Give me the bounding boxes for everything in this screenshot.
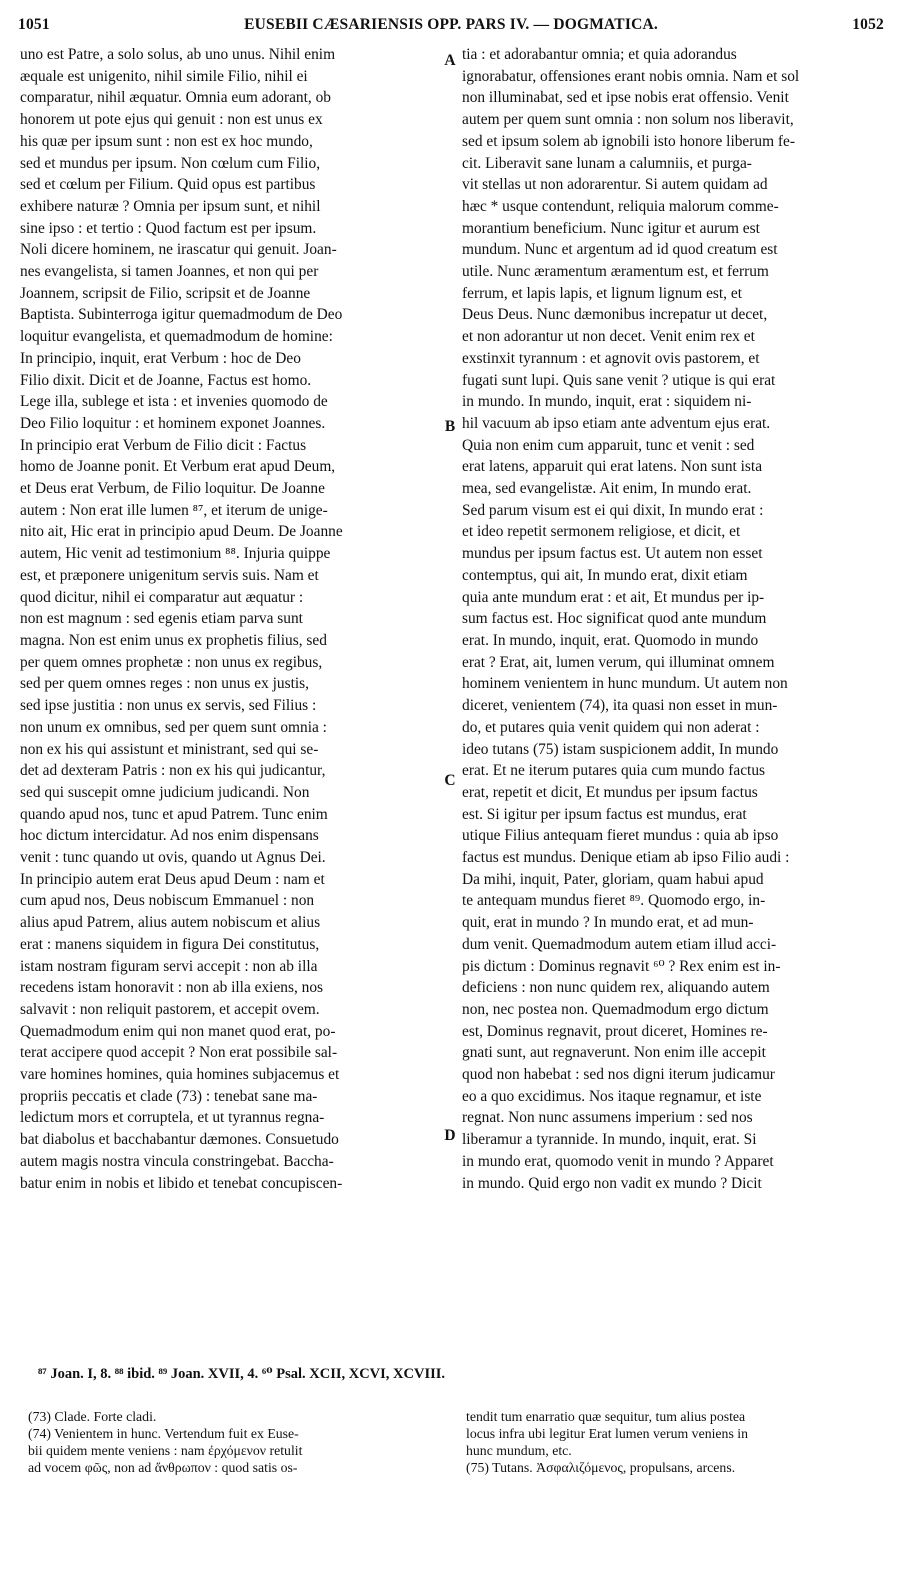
- text-line: hæc * usque contendunt, reliquia malorum comme-: [462, 197, 779, 215]
- text-line: exstinxit tyrannum : et agnovit ovis pastorem, et: [462, 349, 760, 367]
- text-line: exhibere naturæ ? Omnia per ipsum sunt, et nihil: [20, 197, 321, 215]
- text-line: quando apud nos, tunc et apud Patrem. Tunc enim: [20, 805, 328, 823]
- text-line: eo a quo excidimus. Nos itaque regnamur, et iste: [462, 1087, 762, 1105]
- text-line: In principio erat Verbum de Filio dicit : Factus: [20, 436, 307, 454]
- text-line: fugati sunt lupi. Quis sane venit ? utique is qui erat: [462, 371, 776, 389]
- footnotes-left: [28, 1408, 448, 1558]
- text-line: nes evangelista, si tamen Joannes, et non qui per: [20, 263, 319, 281]
- text-line: det ad dexteram Patris : non ex his qui judicantur,: [20, 762, 326, 780]
- text-line: In principio, inquit, erat Verbum : hoc de Deo: [20, 349, 301, 367]
- text-line: æquale est unigenito, nihil simile Filio, nihil ei: [20, 67, 308, 85]
- text-line: liberamur a tyrannide. In mundo, inquit, erat. Si: [462, 1131, 757, 1149]
- text-line: sine ipso : et tertio : Quod factum est per ipsum.: [20, 219, 317, 237]
- text-line: salvavit : non reliquit pastorem, et accepit ovem.: [20, 1000, 320, 1018]
- text-line: Deo Filio loquitur : et hominem exponet Joannes.: [20, 414, 326, 432]
- text-line: quod non habebat : sed nos digni iterum judicamur: [462, 1066, 775, 1084]
- text-line: in mundo. Quid ergo non vadit ex mundo ? Dicit: [462, 1174, 762, 1192]
- text-line: sed et mundus per ipsum. Non cœlum cum Filio,: [20, 154, 321, 172]
- text-line: utique Filius antequam fieret mundus : quia ab ipso: [462, 827, 779, 845]
- right-text-column: [462, 44, 880, 1354]
- text-line: Quemadmodum enim qui non manet quod erat, po-: [20, 1022, 336, 1040]
- text-line: in mundo erat, quomodo venit in mundo ? Apparet: [462, 1152, 774, 1170]
- text-line: est, Dominus regnavit, prout diceret, Homines re-: [462, 1022, 768, 1040]
- scripture-references: ⁸⁷ Joan. I, 8. ⁸⁸ ibid. ⁸⁹ Joan. XVII, 4. ⁶⁰ Psal. XCII, XCVI, XCVIII.: [38, 1366, 445, 1382]
- text-line: non, nec postea non. Quemadmodum ergo dictum: [462, 1000, 769, 1018]
- text-line: cum apud nos, Deus nobiscum Emmanuel : non: [20, 892, 315, 910]
- text-line: propriis peccatis et clade (73) : tenebat sane ma-: [20, 1087, 318, 1105]
- text-line: quit, erat in mundo ? In mundo erat, et ad mun-: [462, 914, 754, 932]
- text-line: vit stellas ut non adorarentur. Si autem quidam ad: [462, 176, 768, 194]
- text-line: comparatur, nihil æquatur. Omnia eum adorant, ob: [20, 89, 331, 107]
- margin-marker-d: D: [444, 1127, 456, 1144]
- text-line: sed et cœlum per Filium. Quid opus est partibus: [20, 176, 316, 194]
- text-line: dum venit. Quemadmodum autem etiam illud acci-: [462, 935, 777, 953]
- footnote-line: tendit tum enarratio quæ sequitur, tum alius postea: [466, 1409, 746, 1424]
- text-line: erat. In mundo, inquit, erat. Quomodo in mundo: [462, 631, 759, 649]
- footnote-line: (75) Tutans. Ἀσφαλιζόμενος, propulsans, arcens.: [466, 1460, 736, 1475]
- page-number-left: 1051: [18, 16, 50, 33]
- text-line: quia ante mundum erat : et ait, Et mundus per ip-: [462, 588, 765, 606]
- text-line: autem : Non erat ille lumen ⁸⁷, et iterum de unige-: [20, 501, 328, 519]
- text-line: sed qui suscepit omne judicium judicandi. Non: [20, 783, 310, 801]
- text-line: et Deus erat Verbum, de Filio loquitur. De Joanne: [20, 480, 325, 498]
- running-header: [18, 16, 884, 38]
- text-line: erat. Et ne iterum putares quia cum mundo factus: [462, 762, 766, 780]
- text-line: batur enim in nobis et libido et tenebat concupiscen-: [20, 1174, 343, 1192]
- text-line: Baptista. Subinterroga igitur quemadmodum de Deo: [20, 306, 343, 324]
- text-line: terat accipere quod accepit ? Non erat possibile sal-: [20, 1044, 338, 1062]
- text-line: bat diabolus et bacchabantur dæmones. Consuetudo: [20, 1131, 339, 1149]
- text-line: Lege illa, sublege et ista : et invenies quomodo de: [20, 393, 328, 411]
- text-line: deficiens : non nunc quidem rex, aliquando autem: [462, 979, 770, 997]
- text-line: Noli dicere hominem, ne irascatur qui genuit. Joan-: [20, 241, 337, 259]
- margin-marker-a: A: [444, 52, 456, 69]
- text-line: mundum. Nunc et argentum ad id quod creatum est: [462, 241, 778, 259]
- text-line: erat latens, apparuit qui erat latens. Non sunt ista: [462, 458, 763, 476]
- text-line: erat, repetit et dicit, Et mundus per ipsum factus: [462, 783, 758, 801]
- text-line: mundus per ipsum factus est. Ut autem non esset: [462, 545, 763, 563]
- text-line: hominem venientem in hunc mundum. Ut autem non: [462, 675, 788, 693]
- text-line: sed ipse justitia : non unus ex servis, sed Filius :: [20, 697, 317, 715]
- margin-marker-c: C: [444, 772, 456, 789]
- text-line: te antequam mundus fieret ⁸⁹. Quomodo ergo, in-: [462, 892, 766, 910]
- text-line: ignorabatur, offensiones erant nobis omnia. Nam et sol: [462, 67, 800, 85]
- text-line: Deus Deus. Nunc dæmonibus increpatur ut decet,: [462, 306, 768, 324]
- page-number-right: 1052: [852, 16, 884, 33]
- text-line: alius apud Patrem, alius autem nobiscum et alius: [20, 914, 321, 932]
- text-line: his quæ per ipsum sunt : non est ex hoc mundo,: [20, 132, 313, 150]
- text-line: factus est mundus. Denique etiam ab ipso Filio audi :: [462, 849, 790, 867]
- text-line: loquitur evangelista, et quemadmodum de homine:: [20, 328, 333, 346]
- text-line: pis dictum : Dominus regnavit ⁶⁰ ? Rex enim est in-: [462, 957, 781, 975]
- text-line: autem per quem sunt omnia : non solum nos liberavit,: [462, 111, 794, 129]
- text-line: sed per quem omnes reges : non unus ex justis,: [20, 675, 309, 693]
- footnote-line: bii quidem mente veniens : nam ἐρχόμενον retulit: [28, 1443, 303, 1458]
- text-line: venit : tunc quando ut ovis, quando ut Agnus Dei.: [20, 849, 326, 867]
- text-line: sum factus est. Hoc significat quod ante mundum: [462, 610, 767, 628]
- text-line: utile. Nunc æramentum æramentum est, et ferrum: [462, 263, 769, 281]
- running-title: EUSEBII CÆSARIENSIS OPP. PARS IV. — DOGMATICA.: [244, 16, 658, 33]
- text-line: recedens istam honoravit : non ab illa exiens, nos: [20, 979, 324, 997]
- text-line: est. Si igitur per ipsum factus est mundus, erat: [462, 805, 747, 823]
- text-line: et ideo repetit sermonem religiose, et dicit, et: [462, 523, 741, 541]
- text-line: honorem ut pote ejus qui genuit : non est unus ex: [20, 111, 323, 129]
- text-line: tia : et adorabantur omnia; et quia adorandus: [462, 46, 737, 63]
- text-line: in mundo. In mundo, inquit, erat : siquidem ni-: [462, 393, 752, 411]
- text-line: gnati sunt, aut regnaverunt. Non enim ille accepit: [462, 1044, 766, 1062]
- footnotes-right: [466, 1408, 882, 1558]
- text-line: non ex his qui assistunt et ministrant, sed qui se-: [20, 740, 319, 758]
- text-line: nito ait, Hic erat in principio apud Deum. De Joanne: [20, 523, 343, 541]
- text-line: quod dicitur, nihil ei comparatur aut æquatur :: [20, 588, 304, 606]
- text-line: hil vacuum ab ipso etiam ante adventum ejus erat.: [462, 414, 771, 432]
- text-line: autem magis nostra vincula constringebat. Baccha-: [20, 1152, 334, 1170]
- text-line: mea, sed evangelistæ. Ait enim, In mundo erat.: [462, 480, 752, 498]
- text-line: erat ? Erat, ait, lumen verum, qui illuminat omnem: [462, 653, 775, 671]
- text-line: Quia non enim cum apparuit, tunc et venit : sed: [462, 436, 755, 454]
- text-line: regnat. Non nunc assumens imperium : sed nos: [462, 1109, 753, 1127]
- footnote-line: locus infra ubi legitur Erat lumen verum veniens in: [466, 1426, 748, 1441]
- text-line: hoc dictum intercidatur. Ad nos enim dispensans: [20, 827, 319, 845]
- text-line: uno est Patre, a solo solus, ab uno unus. Nihil enim: [20, 46, 336, 63]
- text-line: et non adorantur ut non decet. Venit enim rex et: [462, 328, 755, 346]
- footnote-line: ad vocem φῶς, non ad ἄνθρωπον : quod satis os-: [28, 1460, 298, 1475]
- text-line: morantium beneficium. Nunc igitur et aurum est: [462, 219, 760, 237]
- text-line: istam nostram figuram servi accepit : non ab illa: [20, 957, 318, 975]
- text-line: In principio autem erat Deus apud Deum : nam et: [20, 870, 325, 888]
- text-line: ledictum mors et corruptela, et ut tyrannus regna-: [20, 1109, 325, 1127]
- text-line: Sed parum visum est ei qui dixit, In mundo erat :: [462, 501, 764, 519]
- text-line: ideo tutans (75) istam suspicionem addit, In mundo: [462, 740, 779, 758]
- text-line: magna. Non est enim unus ex prophetis filius, sed: [20, 631, 327, 649]
- text-line: vare homines homines, quia homines subjacemus et: [20, 1066, 340, 1084]
- footnote-line: hunc mundum, etc.: [466, 1443, 572, 1458]
- text-line: sed et ipsum solem ab ignobili isto honore liberum fe-: [462, 132, 795, 150]
- text-line: ferrum, et lapis lapis, et lignum lignum est, et: [462, 284, 742, 302]
- text-line: per quem omnes prophetæ : non unus ex regibus,: [20, 653, 323, 671]
- footnote-line: (74) Venientem in hunc. Vertendum fuit ex Euse-: [28, 1426, 299, 1441]
- text-line: est, et præponere unigenitum servis suis. Nam et: [20, 566, 319, 584]
- text-line: contemptus, qui ait, In mundo erat, dixit etiam: [462, 566, 748, 584]
- text-line: cit. Liberavit sane lunam a calumniis, et purga-: [462, 154, 752, 172]
- text-line: non unum ex omnibus, sed per quem sunt omnia :: [20, 718, 327, 736]
- text-line: erat : manens siquidem in figura Dei constitutus,: [20, 935, 320, 953]
- text-line: diceret, venientem (74), ita quasi non esset in mun-: [462, 697, 778, 715]
- text-line: autem, Hic venit ad testimonium ⁸⁸. Injuria quippe: [20, 545, 331, 563]
- text-line: do, et putares quia venit quidem qui non aderat :: [462, 718, 760, 736]
- left-text-column: [20, 44, 444, 1354]
- text-line: non est magnum : sed egenis etiam parva sunt: [20, 610, 303, 628]
- footnote-line: (73) Clade. Forte cladi.: [28, 1409, 157, 1424]
- text-line: non illuminabat, sed et ipse nobis erat offensio. Venit: [462, 89, 789, 107]
- margin-marker-b: B: [444, 418, 456, 435]
- text-line: Filio dixit. Dicit et de Joanne, Factus est homo.: [20, 371, 312, 389]
- text-line: Joannem, scripsit de Filio, scripsit et de Joanne: [20, 284, 311, 302]
- text-line: homo de Joanne ponit. Et Verbum erat apud Deum,: [20, 458, 336, 476]
- text-line: Da mihi, inquit, Pater, gloriam, quam habui apud: [462, 870, 764, 888]
